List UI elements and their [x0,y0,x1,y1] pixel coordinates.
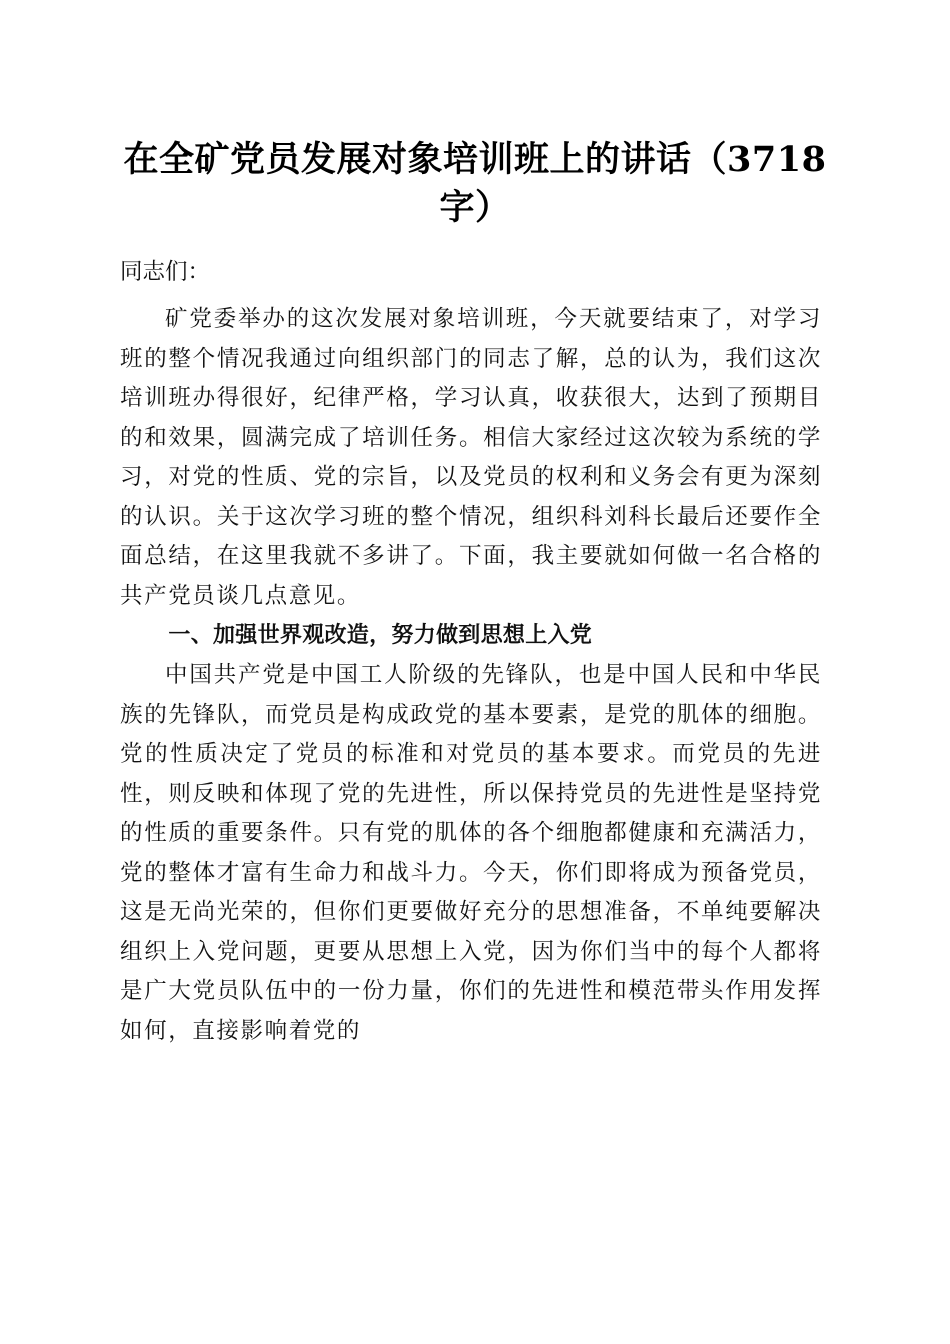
section-paragraph: 中国共产党是中国工人阶级的先锋队，也是中国人民和中华民族的先锋队，而党员是构成政党的基本要素，是党的肌体的细胞。党的性质决定了党员的标准和对党员的基本要求。而党员的先进性，则反映和体现了党的先进性，所以保持党员的先进性是坚持党的性质的重要条件。只有党的肌体的各个细胞都健康和充满活力，党的整体才富有生命力和战斗力。今天，你们即将成为预备党员，这是无尚光荣的，但你们更要做好充分的思想准备，不单纯要解决组织上入党问题，更要从思想上入党，因为你们当中的每个人都将是广大党员队伍中的一份力量，你们的先进性和模范带头作用发挥如何，直接影响着党的 [120,662,822,1044]
document-body [120,252,822,1051]
salutation: 同志们： [120,259,211,285]
document-title: 在全矿党员发展对象培训班上的讲话（3718字） [123,139,827,228]
section-heading: 一、加强世界观改造，努力做到思想上入党 [168,623,593,648]
intro-paragraph: 矿党委举办的这次发展对象培训班，今天就要结束了，对学习班的整个情况我通过向组织部门的同志了解，总的认为，我们这次培训班办得很好，纪律严格，学习认真，收获很大，达到了预期目的和效果，圆满完成了培训任务。相信大家经过这次较为系统的学习，对党的性质、党的宗旨，以及党员的权利和义务会有更为深刻的认识。关于这次学习班的整个情况，组织科刘科长最后还要作全面总结，在这里我就不多讲了。下面，我主要就如何做一名合格的共产党员谈几点意见。 [120,306,822,609]
